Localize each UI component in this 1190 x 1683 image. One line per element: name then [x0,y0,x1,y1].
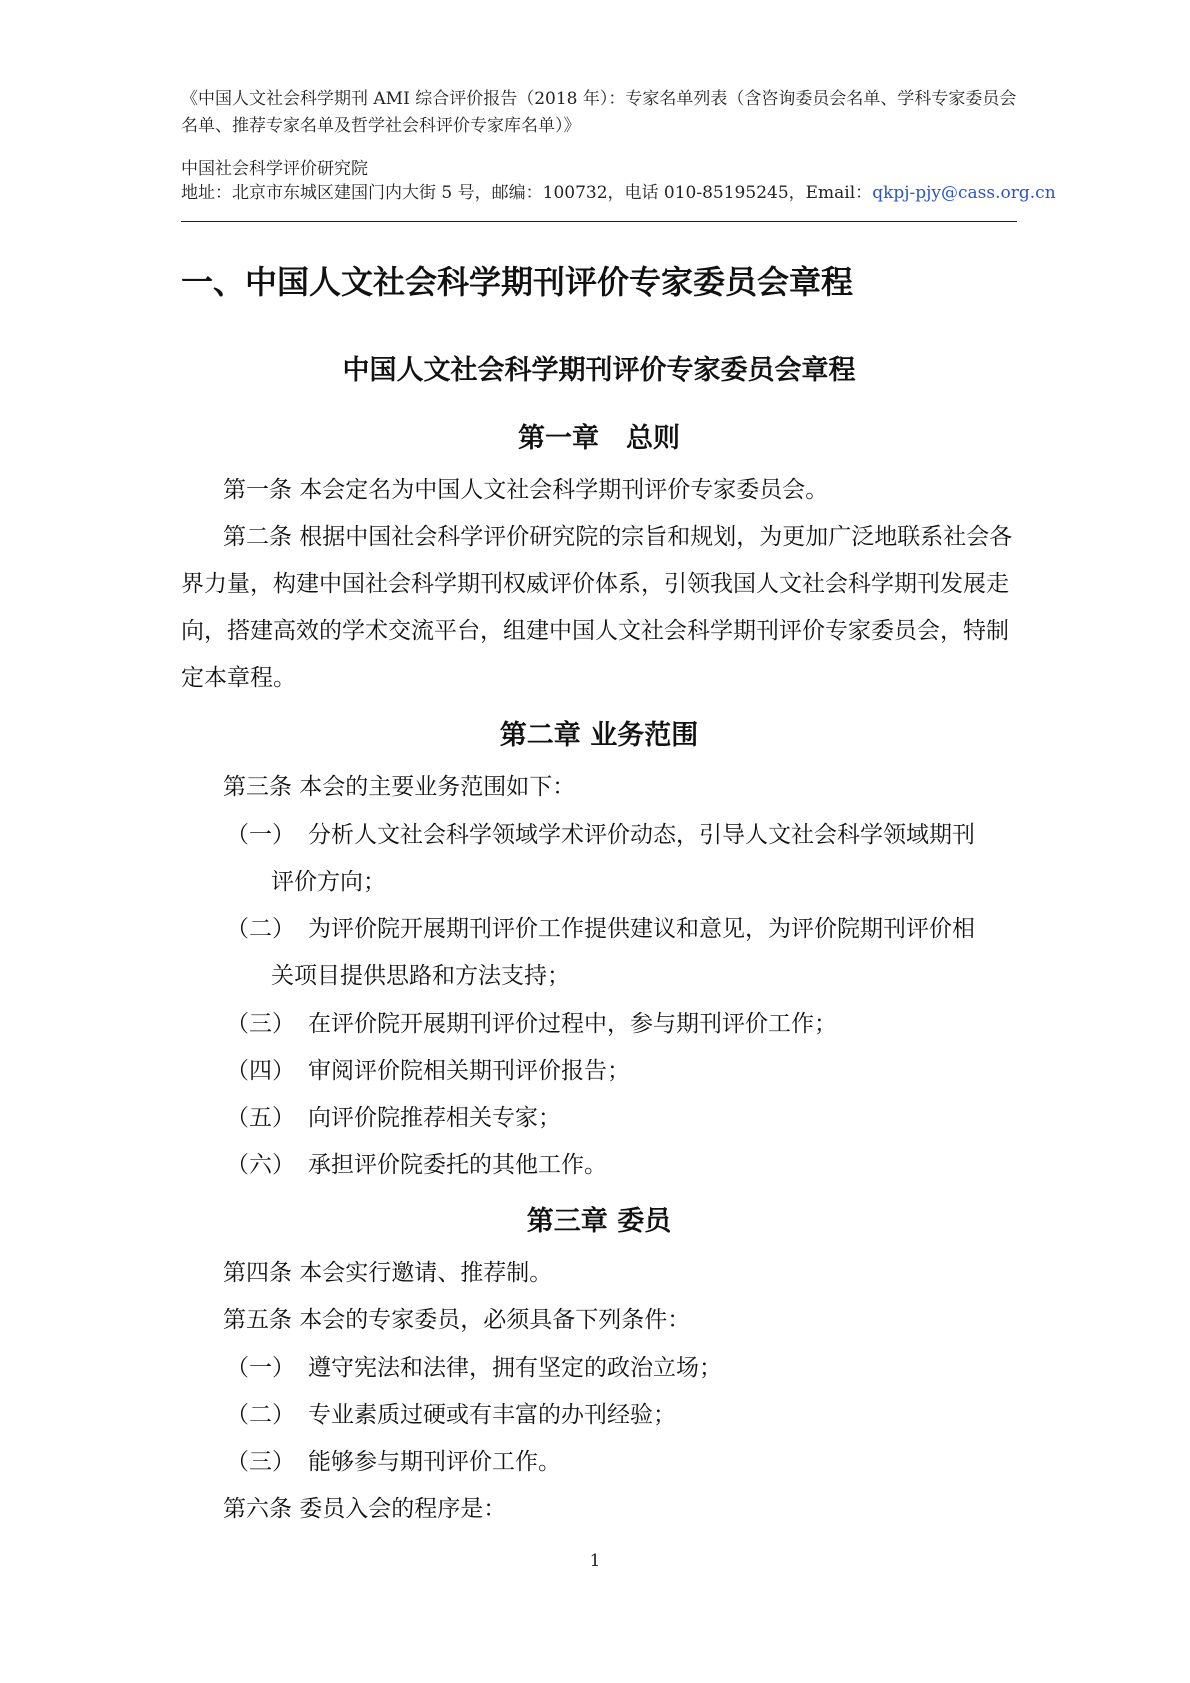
scope-item-6-number: （六） [226,1152,295,1178]
article-2 [181,514,1017,702]
condition-item-2-text: 专业素质过硬或有丰富的办刊经验； [308,1402,676,1428]
condition-item-1-number: （一） [226,1355,295,1381]
email-link[interactable]: qkpj-pjy@cass.org.cn [872,183,1056,203]
article-1: 第一条 本会定名为中国人文社会科学期刊评价专家委员会。 [223,477,829,503]
chapter-1-title: 第一章 总则 [518,423,680,454]
article-5: 第五条 本会的专家委员，必须具备下列条件： [223,1307,691,1333]
address-text: 地址：北京市东城区建国门内大街 5 号，邮编：100732，电话 010-85195245，Email： [181,183,873,203]
organization-name: 中国社会科学评价研究院 [181,159,368,179]
scope-item-6-text: 承担评价院委托的其他工作。 [308,1152,607,1178]
scope-item-4-text: 审阅评价院相关期刊评价报告； [308,1058,630,1084]
scope-item-1-line1: 分析人文社会科学领域学术评价动态，引导人文社会科学领域期刊 [308,822,975,848]
scope-item-2-line1: 为评价院开展期刊评价工作提供建议和意见，为评价院期刊评价相 [308,916,975,942]
condition-item-2-number: （二） [226,1402,295,1428]
condition-item-1-text: 遵守宪法和法律，拥有坚定的政治立场； [308,1355,722,1381]
scope-item-1-line2: 评价方向； [271,869,386,895]
scope-item-3-number: （三） [226,1011,295,1037]
chapter-3-title: 第三章 委员 [526,1206,672,1237]
chapter-2-title: 第二章 业务范围 [499,720,699,751]
contact-address [181,181,1056,205]
condition-item-3-number: （三） [226,1449,295,1475]
page-number: 1 [589,1551,601,1571]
report-title: 《中国人文社会科学期刊 AMI 综合评价报告（2018 年）：专家名单列表（含咨询委员会名单、学科专家委员会名单、推荐专家名单及哲学社会科评价专家库名单）》 [181,89,1017,136]
section-title: 一、中国人文社会科学期刊评价专家委员会章程 [181,263,854,301]
article-4: 第四条 本会实行邀请、推荐制。 [223,1260,553,1286]
scope-item-4-number: （四） [226,1058,295,1084]
article-6: 第六条 委员入会的程序是： [223,1496,507,1522]
scope-item-2-number: （二） [226,916,295,942]
scope-item-5-number: （五） [226,1105,295,1131]
document-title: 中国人文社会科学期刊评价专家委员会章程 [342,355,856,386]
scope-item-5-text: 向评价院推荐相关专家； [308,1105,561,1131]
article-3: 第三条 本会的主要业务范围如下： [223,774,576,800]
condition-item-3-text: 能够参与期刊评价工作。 [308,1449,561,1475]
scope-item-1-number: （一） [226,822,295,848]
article-2-text: 第二条 根据中国社会科学评价研究院的宗旨和规划，为更加广泛地联系社会各界力量，构建中国社会科学期刊权威评价体系，引领我国人文社会科学期刊发展走向，搭建高效的学术交流平台，组建中国人文社会科学期刊评价专家委员会，特制定本章程。 [181,524,1013,691]
scope-item-3-text: 在评价院开展期刊评价过程中，参与期刊评价工作； [308,1011,837,1037]
header-divider [181,221,1017,222]
scope-item-2-line2: 关项目提供思路和方法支持； [271,963,570,989]
